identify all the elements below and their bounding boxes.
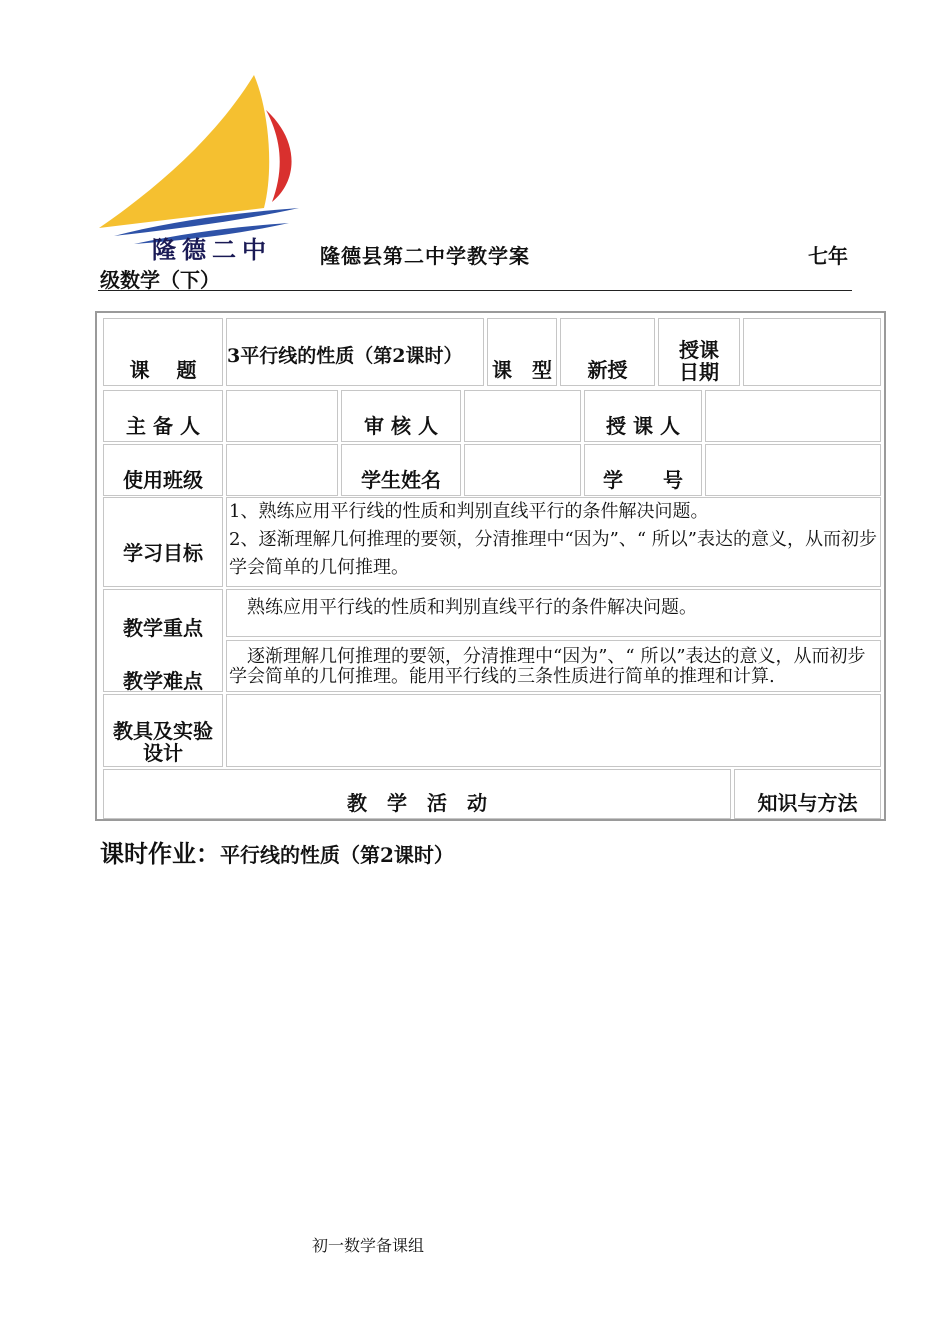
key-points-label: 教学重点 xyxy=(123,616,203,640)
homework-topic: 平行线的性质（第2课时） xyxy=(220,843,454,867)
objectives-label: 学习目标 xyxy=(103,497,223,587)
method-label: 知识与方法 xyxy=(734,769,881,819)
grade-subject-part1: 七年 xyxy=(808,244,848,268)
reviewer-label: 审 核 人 xyxy=(341,390,461,442)
homework-label: 课时作业： xyxy=(100,839,220,868)
difficulties-label: 教学难点 xyxy=(123,669,203,693)
key-points-value: 熟练应用平行线的性质和判别直线平行的条件解决问题。 xyxy=(226,589,881,637)
date-label-line2: 日期 xyxy=(679,360,719,384)
homework-line xyxy=(100,834,454,869)
student-number-value-cell[interactable] xyxy=(705,444,881,496)
header-divider xyxy=(98,290,852,291)
tools-value-cell[interactable] xyxy=(226,694,881,767)
type-label: 课 型 xyxy=(487,318,557,386)
topic-value-cell xyxy=(226,318,484,386)
date-value-cell[interactable] xyxy=(743,318,881,386)
topic-label: 课 题 xyxy=(103,318,223,386)
student-number-label: 学 号 xyxy=(584,444,702,496)
tools-label-line1: 教具及实验 xyxy=(113,719,213,743)
reviewer-value-cell[interactable] xyxy=(464,390,581,442)
school-title: 隆德县第二中学教学案 xyxy=(320,244,530,268)
grade-subject-part2: 级数学（下） xyxy=(100,268,220,292)
teacher-label: 授 课 人 xyxy=(584,390,702,442)
activity-label: 教 学 活 动 xyxy=(103,769,731,819)
class-value-cell[interactable] xyxy=(226,444,338,496)
student-name-value-cell[interactable] xyxy=(464,444,581,496)
objective-2: 2、逐渐理解几何推理的要领，分清推理中“因为”、“ 所以”表达的意义，从而初步学会简单的几何推理。 xyxy=(229,529,877,578)
student-name-label: 学生姓名 xyxy=(341,444,461,496)
key-difficulty-label-cell xyxy=(103,589,223,692)
difficulties-value: 逐渐理解几何推理的要领，分清推理中“因为”、“ 所以”表达的意义，从而初步学会简单的几何推理。能用平行线的三条性质进行简单的推理和计算. xyxy=(226,640,881,692)
date-label xyxy=(658,318,740,386)
date-label-line1: 授课 xyxy=(679,338,719,362)
preparer-label: 主 备 人 xyxy=(103,390,223,442)
tools-label xyxy=(103,694,223,767)
topic-value: 3平行线的性质（第2课时） xyxy=(227,345,463,367)
logo-text: 隆德二中 xyxy=(152,236,272,264)
objectives-value-cell xyxy=(226,497,881,587)
footer-group: 初一数学备课组 xyxy=(312,1236,425,1255)
teacher-value-cell[interactable] xyxy=(705,390,881,442)
tools-label-line2: 设计 xyxy=(143,741,183,765)
lesson-plan-table xyxy=(95,311,886,821)
preparer-value-cell[interactable] xyxy=(226,390,338,442)
objective-1: 1、熟练应用平行线的性质和判别直线平行的条件解决问题。 xyxy=(229,501,709,522)
class-label: 使用班级 xyxy=(103,444,223,496)
type-value: 新授 xyxy=(560,318,655,386)
